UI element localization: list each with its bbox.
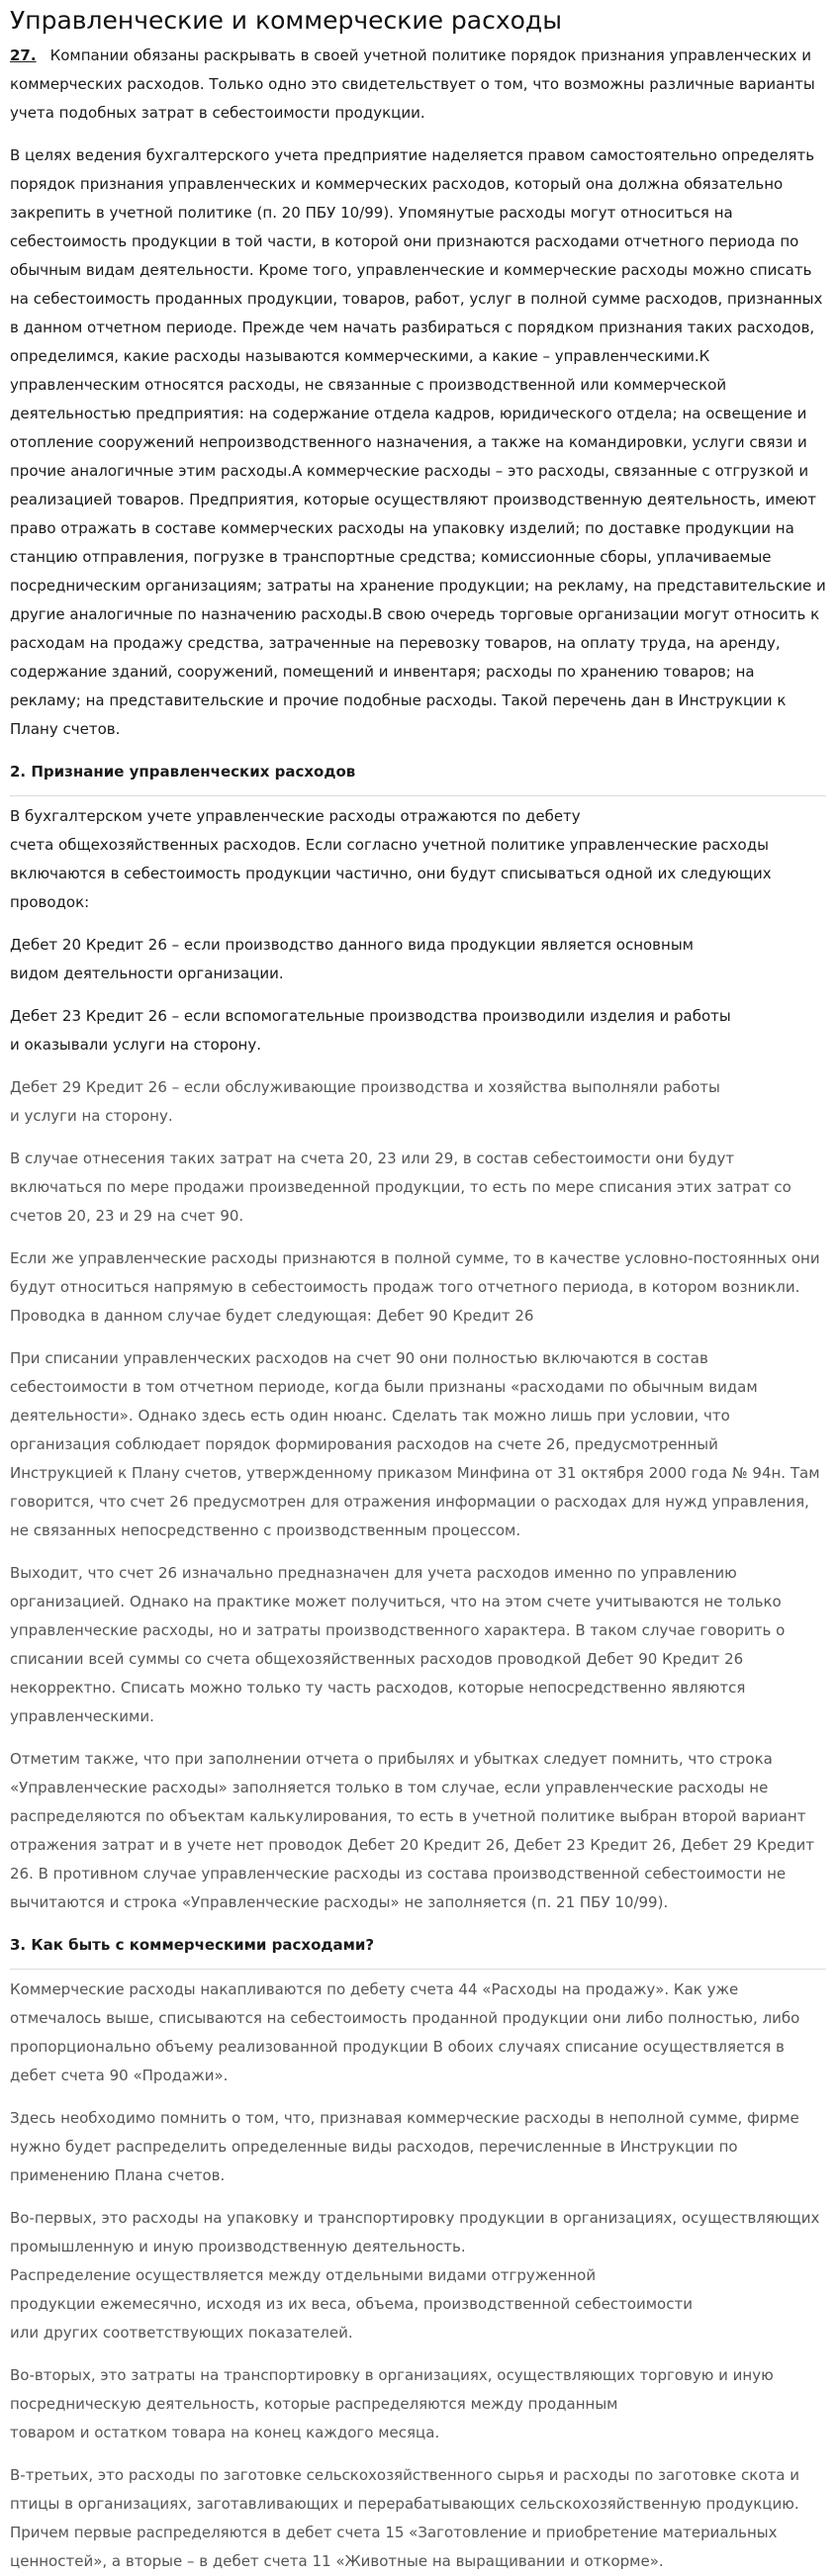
text-line: В бухгалтерском учете управленческие расходы отражаются по дебету [10,807,581,825]
intro-paragraph [10,42,826,128]
divider [10,795,826,796]
entry-debit-20 [10,931,826,988]
paragraph-first-point [10,2204,826,2347]
entry-debit-23 [10,1002,826,1059]
intro-text: Компании обязаны раскрывать в своей учетной политике порядок признания управленческих и коммерческих расходов. Только одно это свидетельствует о том, что возможны различные варианты учета подобных затрат в себестоимости продукции. [10,46,815,122]
paragraph-account-44: Коммерческие расходы накапливаются по дебету счета 44 «Расходы на продажу». Как уже отмечалось выше, списываются на себестоимость проданной продукции они либо полностью, либо пропорционально объему реализованной продукции В обоих случаях списание осуществляется в дебет счета 90 «Продажи». [10,1980,800,2084]
divider [10,1969,826,1970]
text-line: Дебет 23 Кредит 26 – если вспомогательные производства производили изделия и работы [10,1007,731,1025]
paragraph-full-recognition: Если же управленческие расходы признаются в полной сумме, то в качестве условно-постоянных они будут относиться напрямую в себестоимость продаж того отчетного периода, в котором возникли. Проводка в данном случае будет следующая: Дебет 90 Кредит 26 [10,1249,820,1325]
paragraph-income-statement: Отметим также, что при заполнении отчета о прибылях и убытках следует помнить, что строка «Управленческие расходы» заполняется только в том случае, если управленческие расходы не распределяются по объектам калькулирования, то есть в учетной политике выбран второй вариант отражения затрат и в учете нет проводок Дебет 20 Кредит 26, Дебет 23 Кредит 26, Дебет 29 Кредит 26. В противном случае управленческие расходы из состава производственной себестоимости не вычитаются и строка «Управленческие расходы» не заполняется (п. 21 ПБУ 10/99). [10,1750,815,1911]
paragraph-expense-definitions: В целях ведения бухгалтерского учета предприятие наделяется правом самостоятельно определять порядок признания управленческих и коммерческих расходов, который она должна обязательно закрепить в учетной политике (п. 20 ПБУ 10/99). Упомянутые расходы могут относиться на себестоимость продукции в той части, в которой они признаются расходами отчетного периода по обычным видам деятельности. Кроме того, управленческие и коммерческие расходы можно списать на себестоимость проданных продукции, товаров, работ, услуг в полной сумме расходов, признанных в данном отчетном периоде. Прежде чем начать разбираться с порядком признания таких расходов, определимся, какие расходы называются коммерческими, а какие – управленческими.К управленческим относятся расходы, не связанные с производственной или коммерческой деятельностью предприятия: на содержание отдела кадров, юридического отдела; на освещение и отопление сооружений непроизводственного назначения, а также на командировки, услуги связи и прочие аналогичные этим расходы.А коммерческие расходы – это расходы, связанные с отгрузкой и реализацией товаров. Предприятия, которые осуществляют производственную деятельность, имеют право отражать в составе коммерческих расходы на упаковку изделий; по доставке продукции на станцию отправления, погрузке в транспортные средства; комиссионные сборы, уплачиваемые посредническим организациям; затраты на хранение продукции; на рекламу, на представительские и другие аналогичные по назначению расходы.В свою очередь торговые организации могут относить к расходам на продажу средства, затраченные на перевозку товаров, на оплату труда, на аренду, содержание зданий, сооружений, помещений и инвентаря; расходы по хранению товаров; на рекламу; на представительские и прочие подобные расходы. Такой перечень дан в Инструкции к Плану счетов. [10,146,826,738]
text-line: видом деятельности организации. [10,965,284,982]
text-line: товаром и остатком товара на конец каждого месяца. [10,2424,440,2441]
paragraph-management-accounting [10,802,826,917]
text-line: Во-первых, это расходы на упаковку и транспортировку продукции в организациях, осуществляющих промышленную и иную производственную деятельность. [10,2209,820,2255]
text-line: Во-вторых, это затраты на транспортировку в организациях, осуществляющих торговую и иную посредническую деятельность, которые распределяются между проданным [10,2366,774,2413]
paragraph-account-26: Выходит, что счет 26 изначально предназначен для учета расходов именно по управлению организацией. Однако на практике может получиться, что на этом счете учитываются не только управленческие расходы, но и затраты производственного характера. В таком случае говорить о списании всей суммы со счета общехозяйственных расходов проводкой Дебет 90 Кредит 26 некорректно. Списать можно только ту часть расходов, которые непосредственно являются управленческими. [10,1564,786,1725]
text-line: Распределение осуществляется между отдельными видами отгруженной [10,2266,597,2284]
paragraph-second-point [10,2361,826,2447]
text-line: продукции ежемесячно, исходя из их веса, объема, производственной себестоимости [10,2295,693,2313]
text-line: счета общехозяйственных расходов. Если согласно учетной политике управленческие расходы включаются в себестоимость продукции частично, они будут списываться одной их следующих проводок: [10,836,772,911]
text-line: Дебет 29 Кредит 26 – если обслуживающие производства и хозяйства выполняли работы [10,1078,720,1096]
text-line: или других соответствующих показателей. [10,2324,353,2342]
section-heading-commercial-expenses: 3. Как быть с коммерческими расходами? [10,1936,375,1954]
text-line: и услуги на сторону. [10,1107,173,1125]
entry-debit-29 [10,1073,826,1131]
text-line: Дебет 20 Кредит 26 – если производство данного вида продукции является основным [10,936,694,954]
paragraph-partial-recognition: Здесь необходимо помнить о том, что, признавая коммерческие расходы в неполной сумме, фирме нужно будет распределить определенные виды расходов, перечисленные в Инструкции по применению Плана счетов. [10,2109,799,2184]
paragraph-third-point: В-третьих, это расходы по заготовке сельскохозяйственного сырья и расходы по заготовке скота и птицы в организациях, заготавливающих и перерабатывающих сельскохозяйственную продукцию. Причем первые распределяются в дебет счета 15 «Заготовление и приобретение материальных ценностей», а вторые – в дебет счета 11 «Животные на выращивании и откорме». [10,2466,799,2570]
paragraph-cost-inclusion: В случае отнесения таких затрат на счета 20, 23 или 29, в состав себестоимости они будут включаться по мере продажи произведенной продукции, то есть по мере списания этих затрат со счетов 20, 23 и 29 на счет 90. [10,1150,791,1225]
paragraph-number: 27. [10,46,37,64]
page-title: Управленческие и коммерческие расходы [10,6,562,35]
section-heading-management-expenses: 2. Признание управленческих расходов [10,763,356,781]
text-line: и оказывали услуги на сторону. [10,1036,261,1054]
paragraph-account-90: При списании управленческих расходов на счет 90 они полностью включаются в состав себестоимости в том отчетном периоде, когда были признаны «расходами по обычным видам деятельности». Однако здесь есть один нюанс. Сделать так можно лишь при условии, что организация соблюдает порядок формирования расходов на счете 26, предусмотренный Инструкцией к Плану счетов, утвержденному приказом Минфина от 31 октября 2000 года № 94н. Там говорится, что счет 26 предусмотрен для отражения информации о расходах для нужд управления, не связанных непосредственно с производственным процессом. [10,1349,820,1539]
